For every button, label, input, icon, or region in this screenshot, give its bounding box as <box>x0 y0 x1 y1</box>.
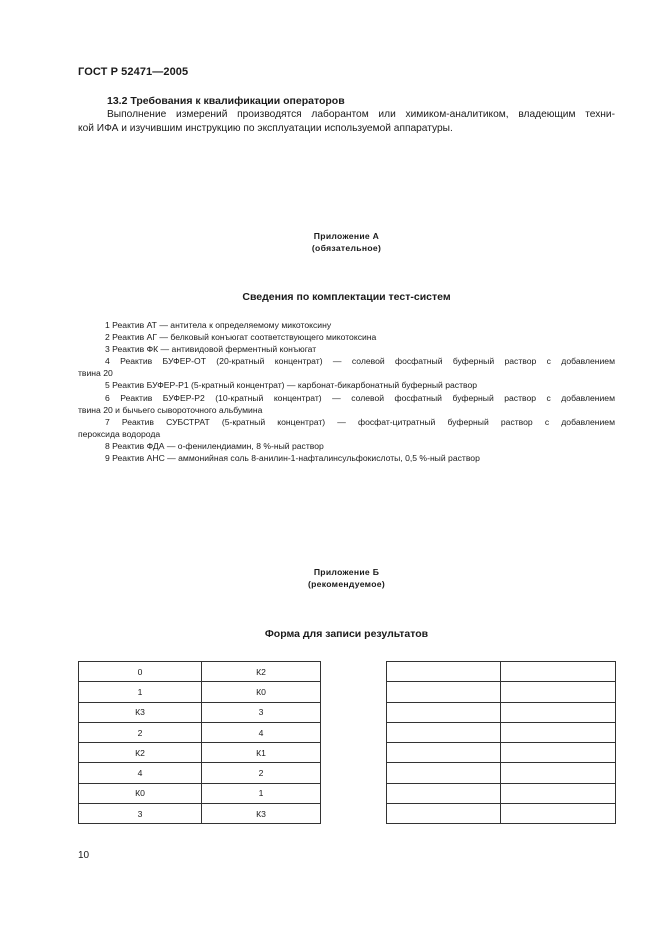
table-cell <box>501 804 616 824</box>
reagent-item-continuation: твина 20 и бычьего сывороточного альбумина <box>78 404 263 415</box>
reagent-item <box>78 416 615 440</box>
reagent-item-text: 5 Реактив БУФЕР-Р1 (5-кратный концентрат) — карбонат-бикарбонатный буферный раствор <box>105 380 478 391</box>
reagent-item-continuation: пероксида водорода <box>78 428 161 439</box>
table-row <box>79 702 321 722</box>
appendix-b-heading <box>78 566 615 590</box>
reagent-item-text: 8 Реактив ФДА — о-фенилендиамин, 8 %-ный раствор <box>105 440 324 451</box>
table-cell <box>387 743 501 763</box>
appendix-a-heading <box>78 230 615 254</box>
table-cell <box>501 783 616 803</box>
reagent-item-text: 4 Реактив БУФЕР-ОТ (20-кратный концентрат) — солевой фосфатный буферный раствор с добавлением <box>105 356 615 367</box>
table-cell <box>501 682 616 702</box>
section-title: 13.2 Требования к квалификации операторов <box>107 95 345 107</box>
reagent-item <box>78 355 615 379</box>
appendix-a-status: (обязательное) <box>311 243 382 253</box>
table-cell: 2 <box>202 763 321 783</box>
table-cell <box>387 804 501 824</box>
table-row <box>387 682 616 702</box>
table-cell: 2 <box>79 722 202 742</box>
table-row <box>387 662 616 682</box>
table-cell <box>387 722 501 742</box>
table-cell: 1 <box>202 783 321 803</box>
table-cell <box>387 763 501 783</box>
table-row <box>79 763 321 783</box>
table-row <box>79 662 321 682</box>
reagent-item <box>78 440 615 452</box>
paragraph-line: кой ИФА и изучившим инструкцию по эксплуатации используемой аппаратуры. <box>78 122 453 134</box>
table-cell: К2 <box>202 662 321 682</box>
table-cell: К3 <box>202 804 321 824</box>
table-cell: К2 <box>79 743 202 763</box>
reagent-item-text: 2 Реактив АГ — белковый конъюгат соответствующего микотоксина <box>105 332 377 343</box>
results-form-right-table <box>386 661 616 824</box>
table-cell <box>501 722 616 742</box>
results-form-left-table <box>78 661 321 824</box>
table-row <box>387 722 616 742</box>
reagent-item <box>78 331 615 343</box>
reagent-item-text: 1 Реактив АТ — антитела к определяемому микотоксину <box>105 320 332 330</box>
table-cell <box>501 702 616 722</box>
table-row <box>79 722 321 742</box>
table-cell: 4 <box>202 722 321 742</box>
reagent-item <box>78 379 615 391</box>
table-row <box>387 763 616 783</box>
table-cell <box>387 783 501 803</box>
table-row <box>79 743 321 763</box>
table-cell: 1 <box>79 682 202 702</box>
reagent-item-text: 7 Реактив СУБСТРАТ (5-кратный концентрат) — фосфат-цитратный буферный раствор с добавлением <box>105 416 615 427</box>
reagent-item <box>78 452 615 464</box>
table-cell: К3 <box>79 702 202 722</box>
table-cell <box>501 763 616 783</box>
reagent-item-text: 3 Реактив ФК — антивидовой ферментный конъюгат <box>105 344 317 355</box>
document-code: ГОСТ Р 52471—2005 <box>78 66 189 78</box>
table-row <box>79 783 321 803</box>
table-row <box>79 682 321 702</box>
table-cell: К0 <box>79 783 202 803</box>
table-cell: 0 <box>79 662 202 682</box>
table-cell: К1 <box>202 743 321 763</box>
table-cell: К0 <box>202 682 321 702</box>
table-row <box>79 804 321 824</box>
table-cell <box>501 662 616 682</box>
table-cell: 3 <box>79 804 202 824</box>
page-number: 10 <box>78 850 90 861</box>
table-cell: 4 <box>79 763 202 783</box>
table-cell <box>387 702 501 722</box>
reagent-item-text: 6 Реактив БУФЕР-Р2 (10-кратный концентрат) — солевой фосфатный буферный раствор с добавлением <box>105 392 615 403</box>
appendix-b-label: Приложение Б <box>313 567 380 577</box>
table-cell <box>387 662 501 682</box>
appendix-a-label: Приложение А <box>313 231 380 241</box>
appendix-a-title: Сведения по комплектации тест-систем <box>242 291 451 303</box>
table-cell <box>387 682 501 702</box>
table-row <box>387 702 616 722</box>
appendix-b-status: (рекомендуемое) <box>307 579 386 589</box>
reagent-item <box>78 319 615 331</box>
section-paragraph <box>78 108 615 135</box>
table-cell <box>501 743 616 763</box>
table-cell: 3 <box>202 702 321 722</box>
reagent-list <box>78 319 615 464</box>
appendix-b-title: Форма для записи результатов <box>264 628 429 640</box>
reagent-item <box>78 392 615 416</box>
table-row <box>387 783 616 803</box>
reagent-item-continuation: твина 20 <box>78 368 113 379</box>
table-row <box>387 743 616 763</box>
reagent-item-text: 9 Реактив АНС — аммонийная соль 8-анилин-1-нафталинсульфокислоты, 0,5 %-ный раствор <box>105 453 480 464</box>
table-row <box>387 804 616 824</box>
paragraph-line: Выполнение измерений производятся лаборантом или химиком-аналитиком, владеющим техни- <box>107 109 615 120</box>
reagent-item <box>78 343 615 355</box>
